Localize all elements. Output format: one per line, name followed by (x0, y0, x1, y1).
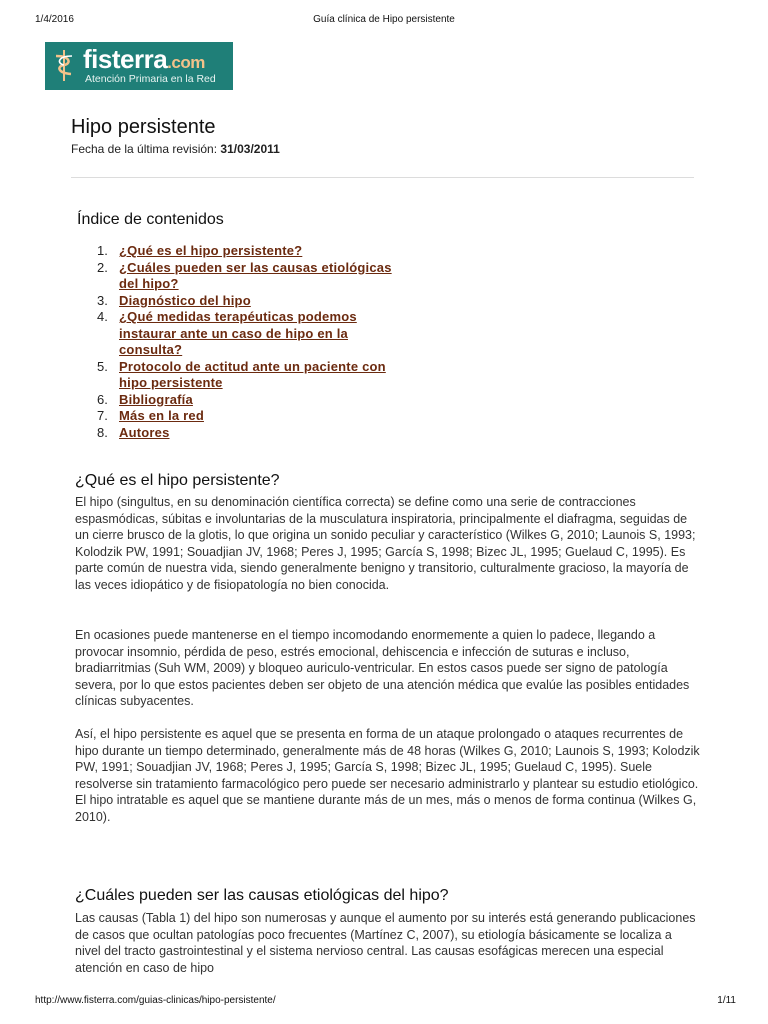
toc-link[interactable]: ¿Qué medidas terapéuticas podemos instaurar ante un caso de hipo en la consulta? (119, 309, 357, 357)
print-title: Guía clínica de Hipo persistente (313, 14, 455, 25)
paragraph: El hipo (singultus, en su denominación científica correcta) se define como una serie de contracciones espasmódicas, súbitas e involuntarias de la musculatura inspiratoria, principalmente el diafragma, seguidas de un cierre brusco de la glotis, lo que origina un sonido peculiar y característico (Wilkes G, 2010; Launois S, 1993; Kolodzik PW, 1991; Souadjian JV, 1968; Peres J, 1995; García S, 1998; Bizec JL, 1995; Guelaud C, 1995). Es parte común de nuestra vida, siendo generalmente benigno y transitorio, culturalmente gracioso, la mayoría de las veces idiopático y de fisiopatología no bien conocida. (75, 495, 696, 592)
section-title-causas: ¿Cuáles pueden ser las causas etiológicas del hipo? (75, 887, 449, 904)
print-url: http://www.fisterra.com/guias-clinicas/hipo-persistente/ (35, 995, 276, 1006)
divider (71, 177, 694, 178)
section-title-que-es: ¿Qué es el hipo persistente? (75, 472, 280, 489)
logo-brand: fisterra.com (83, 44, 205, 74)
toc-link[interactable]: ¿Qué es el hipo persistente? (119, 243, 303, 258)
toc-item: 5. Protocolo de actitud ante un paciente con hipo persistente (97, 358, 386, 390)
revision-date: Fecha de la última revisión: 31/03/2011 (71, 142, 280, 156)
toc-item: 3. Diagnóstico del hipo (97, 292, 251, 308)
toc-item: 8. Autores (97, 424, 170, 440)
toc-link[interactable]: Diagnóstico del hipo (119, 292, 251, 308)
caduceus-icon (51, 48, 77, 82)
paragraph: Las causas (Tabla 1) del hipo son numerosas y aunque el aumento por su interés está generando publicaciones de casos que ocultan patologías poco frecuentes (Martínez C, 2007), su etiología básicamente se localiza a nivel del tracto gastrointestinal y el sistema nervioso central. Las causas esofágicas merecen una especial atención en caso de hipo (75, 911, 696, 975)
toc-link[interactable]: Bibliografía (119, 391, 193, 407)
toc-item: 2. ¿Cuáles pueden ser las causas etiológicas del hipo? (97, 259, 392, 291)
toc-title: Índice de contenidos (77, 211, 224, 228)
fisterra-logo[interactable] (45, 42, 233, 90)
toc-link[interactable]: ¿Cuáles pueden ser las causas etiológicas del hipo? (119, 259, 392, 291)
paragraph: Así, el hipo persistente es aquel que se presenta en forma de un ataque prolongado o ataques recurrentes de hipo durante un tiempo determinado, generalmente más de 48 horas (Wilkes G, 2010; Launois S, 1993; Kolodzik PW, 1991; Souadjian JV, 1968; Peres J, 1995; García S, 1998; Bizec JL, 1995; Guelaud C, 1995). Suele resolverse sin tratamiento farmacológico pero puede ser necesario administrarlo y plantear su estudio etiológico. El hipo intratable es aquel que se mantiene durante más de un mes, más o menos de forma continua (Wilkes G, 2010). (75, 727, 700, 824)
paragraph: En ocasiones puede mantenerse en el tiempo incomodando enormemente a quien lo padece, llegando a provocar insomnio, pérdida de peso, estrés emocional, dehiscencia e infección de suturas e incluso, bradiarritmias (Suh WM, 2009) y bloqueo auriculo-ventricular. En estos casos puede ser signo de patología severa, por lo que estos pacientes deben ser objeto de una atención médica que evalúe las posibles entidades clínicas subyacentes. (75, 628, 690, 709)
toc-item: 6. Bibliografía (97, 391, 193, 407)
logo-tagline: Atención Primaria en la Red (85, 73, 216, 85)
toc-link[interactable]: Protocolo de actitud ante un paciente con hipo persistente (119, 358, 386, 390)
page-title: Hipo persistente (71, 116, 216, 138)
toc-link[interactable]: Autores (119, 424, 170, 440)
page-number: 1/11 (717, 995, 736, 1006)
toc-item: 1. ¿Qué es el hipo persistente? (97, 243, 303, 258)
table-of-contents (97, 243, 397, 441)
toc-item: 4. ¿Qué medidas terapéuticas podemos instaurar ante un caso de hipo en la consulta? (97, 309, 357, 357)
print-date: 1/4/2016 (35, 14, 74, 25)
toc-item: 7. Más en la red (97, 408, 204, 423)
toc-link[interactable]: Más en la red (119, 408, 204, 423)
